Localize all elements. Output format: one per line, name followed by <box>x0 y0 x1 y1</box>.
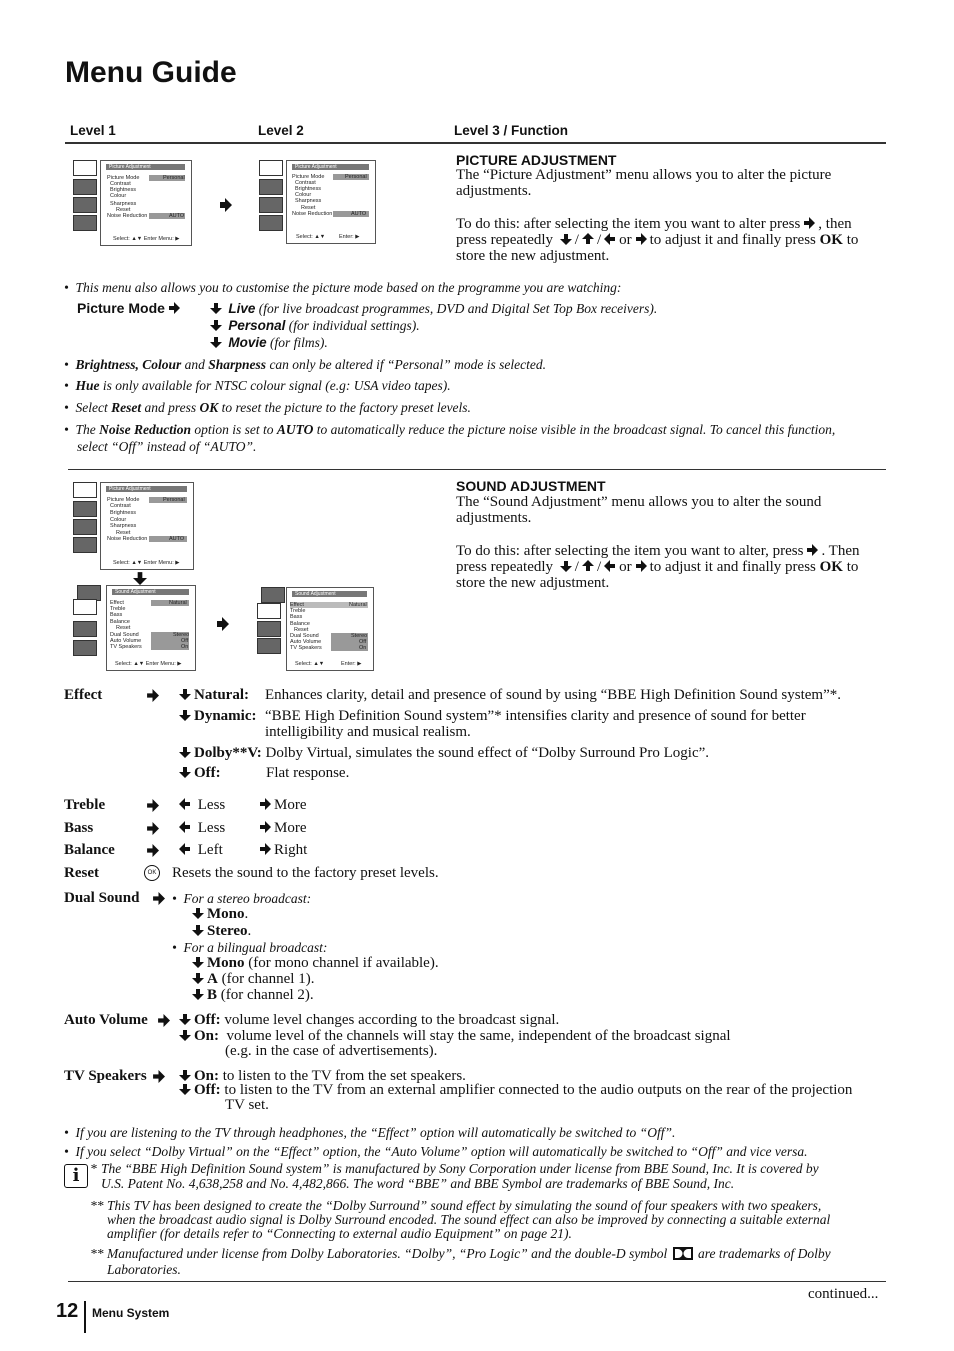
dual-a: A (for channel 1). <box>189 971 314 987</box>
continued-text: continued... <box>808 1286 879 1302</box>
menu-row: Contrast <box>110 181 131 187</box>
picture-menu-level1 <box>73 160 193 246</box>
footnote-bbe-mark: * <box>90 1161 97 1176</box>
divider <box>84 1301 86 1333</box>
picture-mode-label: Picture Mode <box>77 300 183 316</box>
note-headphones: • If you are listening to the TV through headphones, the “Effect” option will automatically be switched to “Off”. <box>64 1125 676 1140</box>
effect-label: Effect <box>64 687 103 703</box>
picture-menu-level2 <box>259 160 379 246</box>
music-note-icon <box>73 599 97 615</box>
feature-icon <box>73 519 97 535</box>
footnote-bbe-1: The “BBE High Definition Sound system” is manufactured by Sony Corporation under license from BBE Sound, Inc. It is covered by <box>101 1161 819 1176</box>
effect-off: Off: <box>176 765 221 781</box>
effect-natural-desc: Enhances clarity, detail and presence of sound by using “BBE High Definition Sound system”*. <box>265 687 841 703</box>
sound-desc: The “Sound Adjustment” menu allows you to alter the sound adjustments. <box>456 494 822 526</box>
arrow-right-icon <box>215 616 229 637</box>
arrow-right-icon <box>218 197 232 218</box>
info-icon: i <box>64 1164 88 1188</box>
effect-dynamic: Dynamic: <box>176 708 257 724</box>
level-3-header: Level 3 / Function <box>454 123 569 138</box>
menu-row: Reset <box>116 625 131 631</box>
menu-row: Balance <box>290 621 310 627</box>
menu-row: Treble <box>290 608 306 614</box>
menu-value: Personal <box>163 497 185 503</box>
menu-row: Noise Reduction <box>107 213 148 219</box>
menu-value: Off <box>181 638 189 644</box>
menu-value: Personal <box>163 175 185 181</box>
bullet-brightness: • Brightness, Colour and Sharpness can only be altered if “Personal” mode is selected. <box>64 357 547 372</box>
bullet-reset: • Select Reset and press OK to reset the picture to the factory preset levels. <box>64 400 471 415</box>
bullet-noise-reduction: • The Noise Reduction option is set to AUTO to automatically reduce the picture noise visible in the broadcast signal. To cancel this function, <box>64 422 836 437</box>
auto-off: Off: volume level changes according to the broadcast signal. <box>176 1012 559 1028</box>
menu-row: Treble <box>110 606 126 612</box>
menu-row: Colour <box>110 193 127 199</box>
dual-stereo-heading: • For a stereo broadcast: <box>172 891 312 906</box>
music-note-icon <box>257 603 281 619</box>
footnote-license-2: Laboratories. <box>107 1262 181 1277</box>
auto-on-desc2: (e.g. in the case of advertisements). <box>225 1043 438 1059</box>
menu-row: Reset <box>116 207 131 213</box>
screen-footer: Enter: ▶ <box>339 234 360 240</box>
speakers-on: On: to listen to the TV from the set speakers. <box>176 1068 466 1084</box>
screen-footer: Select: ▲▼ <box>296 234 326 240</box>
menu-value: Natural <box>169 600 187 606</box>
menu-row: TV Speakers <box>110 644 142 650</box>
speakers-off: Off: to listen to the TV from an external amplifier connected to the audio outputs on the rear of the projection <box>176 1082 852 1098</box>
screen-title: Sound Adjustment <box>112 589 189 595</box>
double-d-icon <box>673 1247 693 1264</box>
ok-button-icon: OK <box>144 865 160 881</box>
menu-value: Stereo <box>351 633 368 639</box>
dual-bilingual-heading: • For a bilingual broadcast: <box>172 940 328 955</box>
reset-label: Reset <box>64 865 99 881</box>
menu-value: On <box>181 644 189 650</box>
menu-row: Balance <box>110 619 130 625</box>
menu-row: Noise Reduction <box>292 211 333 217</box>
menu-row: Reset <box>116 530 131 536</box>
effect-dynamic-desc2: intelligibility and musical realism. <box>265 724 471 740</box>
speakers-off-desc2: TV set. <box>225 1097 269 1113</box>
menu-value: AUTO <box>351 211 367 217</box>
picture-instructions: To do this: after selecting the item you want to alter press , then press repeatedly / / or to adjust it and finally press OK to store the new adjustment. <box>456 216 859 264</box>
picture-icon <box>259 160 283 176</box>
picture-mode-personal: Personal (for individual settings). <box>207 317 420 334</box>
menu-row: Reset <box>294 627 309 633</box>
note-dolby-virtual: • If you select “Dolby Virtual” on the “Effect” option, the “Auto Volume” option will automatically be switched to “Off” and vice versa. <box>64 1144 808 1159</box>
menu-row: Colour <box>110 517 127 523</box>
footnote-license-mark: ** <box>90 1246 104 1261</box>
sound-adjustment-heading: SOUND ADJUSTMENT <box>456 478 606 494</box>
menu-row: Sharpness <box>110 523 137 529</box>
menu-value: AUTO <box>169 213 185 219</box>
screen-footer: Enter: ▶ <box>341 661 362 667</box>
footnote-dolby-1: This TV has been designed to create the “Dolby Surround” sound effect by simulating the sound of four speakers with two speakers, <box>107 1198 822 1213</box>
sound-menu-level1-picture <box>73 482 195 568</box>
menu-row: Picture Mode <box>107 497 140 503</box>
menu-row: Picture Mode <box>292 174 325 180</box>
menu-row: TV Speakers <box>290 645 322 651</box>
dual-mono: Mono. <box>189 906 248 922</box>
menu-row: Noise Reduction <box>107 536 148 542</box>
menu-row: Colour <box>295 192 312 198</box>
effect-off-desc: Flat response. <box>266 765 350 781</box>
menu-row: Bass <box>290 614 303 620</box>
footnote-dolby-mark: ** <box>90 1198 104 1213</box>
dual-sound-label: Dual Sound <box>64 890 140 906</box>
screen-footer: Select: ▲▼ Enter Menu: ▶ <box>113 560 180 566</box>
feature-icon <box>73 197 97 213</box>
feature-icon <box>257 621 281 637</box>
dual-b: B (for channel 2). <box>189 987 314 1003</box>
sound-icon <box>73 179 97 195</box>
arrow-right-icon <box>152 892 165 910</box>
bullet-picture-customise: • This menu also allows you to customise the picture mode based on the programme you are watching: <box>64 280 622 295</box>
menu-value: Personal <box>345 174 367 180</box>
auto-volume-label: Auto Volume <box>64 1012 148 1028</box>
menu-row: Contrast <box>295 180 316 186</box>
effect-dynamic-desc: “BBE High Definition Sound system”* intensifies clarity and presence of sound for better <box>265 708 806 724</box>
bullet-noise-reduction-cont: select “Off” instead of “AUTO”. <box>77 439 257 454</box>
dual-mono2: Mono (for mono channel if available). <box>189 955 439 971</box>
picture-mode-movie: Movie (for films). <box>207 334 328 351</box>
menu-row: Auto Volume <box>110 638 142 644</box>
sound-icon <box>259 179 283 195</box>
reset-desc: Resets the sound to the factory preset levels. <box>172 865 439 881</box>
footnote-dolby-3: amplifier (for details refer to “Connecting to external audio Equipment” on page 21). <box>107 1226 572 1241</box>
menu-value: Off <box>359 639 367 645</box>
divider <box>68 469 886 470</box>
menu-value: AUTO <box>169 536 185 542</box>
screen-title: Sound Adjustment <box>292 591 367 597</box>
picture-icon <box>261 587 285 603</box>
divider <box>68 1281 886 1282</box>
picture-mode-live: Live (for live broadcast programmes, DVD and Digital Set Top Box receivers). <box>207 300 657 317</box>
menu-row: Contrast <box>110 503 131 509</box>
arrow-right-icon <box>146 689 159 707</box>
screen-title: Picture Adjustment <box>106 164 185 170</box>
sound-icon <box>73 501 97 517</box>
menu-value: Stereo <box>173 632 190 638</box>
auto-on: On: volume level of the channels will stay the same, independent of the broadcast signal <box>176 1028 731 1044</box>
dual-stereo: Stereo. <box>189 923 251 939</box>
menu-row: Brightness <box>295 186 321 192</box>
menu-row: Effect <box>110 600 124 606</box>
section-label: Menu System <box>92 1306 170 1320</box>
sound-instructions: To do this: after selecting the item you want to alter, press . Then press repeatedly / / or to adjust it and finally press OK to store the new adjustment. <box>456 543 860 591</box>
screen-footer: Select: ▲▼ Enter Menu: ▶ <box>115 661 182 667</box>
footnote-license-1: Manufactured under license from Dolby Laboratories. “Dolby”, “Pro Logic” and the double-D symbol are trademarks of Dolby <box>107 1247 831 1264</box>
screen-title: Picture Adjustment <box>106 486 187 492</box>
sound-menu-level2 <box>257 587 377 673</box>
picture-desc: The “Picture Adjustment” menu allows you to alter the picture adjustments. <box>456 167 832 199</box>
setup-icon <box>73 537 97 553</box>
screen-title: Picture Adjustment <box>292 164 369 170</box>
menu-row: Effect <box>290 602 304 608</box>
menu-value: On <box>359 645 367 651</box>
menu-row: Sharpness <box>110 201 137 207</box>
level-2-header: Level 2 <box>258 123 304 138</box>
effect-natural: Natural: <box>176 687 249 703</box>
menu-row: Sharpness <box>295 198 322 204</box>
footnote-bbe-2: U.S. Patent No. 4,638,258 and No. 4,482,866. The word “BBE” and BBE Symbol are trademarks of BBE Sound, Inc. <box>101 1176 735 1191</box>
arrow-right-icon <box>157 1014 170 1032</box>
feature-icon <box>259 197 283 213</box>
feature-icon <box>73 621 97 637</box>
menu-row: Dual Sound <box>110 632 139 638</box>
divider <box>65 142 886 144</box>
picture-adjustment-heading: PICTURE ADJUSTMENT <box>456 152 617 168</box>
arrow-right-icon <box>152 1070 165 1088</box>
effect-dolby: Dolby**V: Dolby Virtual, simulates the sound effect of “Dolby Surround Pro Logic”. <box>176 745 709 761</box>
setup-icon <box>73 640 97 656</box>
menu-value: Natural <box>349 602 367 608</box>
menu-row: Auto Volume <box>290 639 322 645</box>
menu-row: Dual Sound <box>290 633 319 639</box>
picture-icon <box>73 482 97 498</box>
menu-row: Bass <box>110 612 123 618</box>
page-number: 12 <box>56 1300 79 1322</box>
page-title: Menu Guide <box>65 56 237 89</box>
footnote-dolby-2: when the broadcast audio signal is Dolby Surround encoded. The sound effect can also be improved by connecting a suitable external <box>107 1212 831 1227</box>
bullet-hue: • Hue is only available for NTSC colour signal (e.g: USA video tapes). <box>64 378 451 393</box>
tv-speakers-label: TV Speakers <box>64 1068 147 1084</box>
screen-footer: Select: ▲▼ <box>295 661 325 667</box>
menu-row: Brightness <box>110 510 136 516</box>
level-1-header: Level 1 <box>70 123 116 138</box>
menu-row: Picture Mode <box>107 175 140 181</box>
menu-row: Reset <box>301 205 316 211</box>
setup-icon <box>73 215 97 231</box>
screen-footer: Select: ▲▼ Enter Menu: ▶ <box>113 236 180 242</box>
picture-icon <box>73 160 97 176</box>
menu-row: Brightness <box>110 187 136 193</box>
sound-menu-level1 <box>73 585 195 671</box>
setup-icon <box>259 215 283 231</box>
setup-icon <box>257 638 281 654</box>
